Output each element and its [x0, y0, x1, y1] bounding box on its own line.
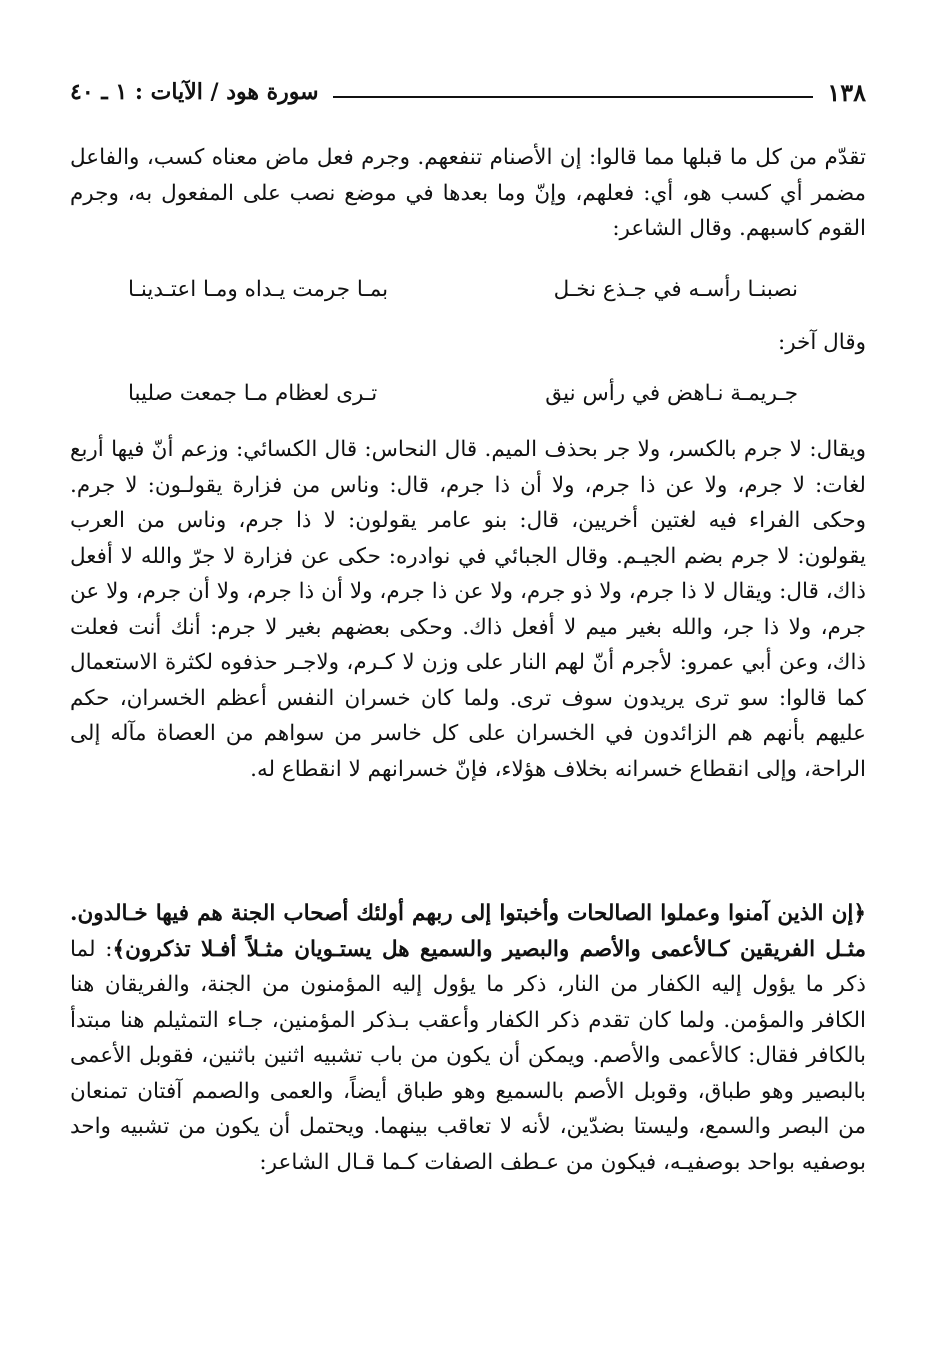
paragraph-1-block — [70, 140, 866, 247]
poem-2-first-hemistich: جـريمـة نـاهض في رأس نيق — [545, 381, 798, 406]
poem-2-second-hemistich: تـرى لعظام مـا جمعت صليبا — [128, 381, 378, 406]
paragraph-2: ويقال: لا جرم بالكسر، ولا جر بحذف الميم. قال النحاس: قال الكسائي: وزعم أنّ فيها أربع لغات: لا جرم، ولا عن ذا جرم، ولا أن ذا جرم، قال: وناس من فزارة يقولـون: لا جرم. وحكى الفراء فيه لغتين أخريين، قال: بنو عامر يقولون: لا ذا جرم، وناس من العرب يقولون: لا جرم بضم الجيـم. وقال الجبائي في نوادره: حكى عن فزارة لا جرّ والله لا أفعل ذاك، قال: ويقال لا ذا جرم، ولا ذو جرم، ولا عن ذا جرم، ولا أن ذا جرم، ولا أن جرم، ولا عن جرم، ولا ذا جر، والله بغير ميم لا أفعل ذاك. وحكى بعضهم بغير لا جرم: أنك أنت فعلت ذاك، وعن أبي عمرو: لأجرم أنّ لهم النار على وزن لا كـرم، ولاجـر حذفوه لكثرة الاستعمال كما قالوا: سو ترى يريدون سوف ترى. ولما كان خسران النفس أعظم الخسران، حكم عليهم بأنهم هم الزائدون في الخسران على كل خاسر من سواهم من العصاة مآله إلى الراحة، وإلى انقطاع خسرانه بخلاف هؤلاء، فإنّ خسرانهم لا انقطاع له. — [70, 437, 866, 782]
page-number: ١٣٨ — [827, 77, 866, 107]
poem-2 — [128, 376, 798, 412]
quran-verse: ﴿إن الذين آمنوا وعملوا الصالحات وأخبتوا إلى ربهم أولئك أصحاب الجنة هم فيها خـالدون. مثـل الفريقين كـالأعمى والأصم والبصير والسميع هل يستـويان مثـلاً أفـلا تذكرون﴾ — [70, 901, 866, 962]
paragraph-1: تقدّم من كل ما قبلها مما قالوا: إن الأصنام تنفعهم. وجرم فعل ماض معناه كسب، والفاعل مضمر أي كسب هو، أي: فعلهم، وإنّ وما بعدها في موضع نصب على المفعول به، وجرم القوم كاسبهم. وقال الشاعر: — [70, 145, 866, 241]
intro-2: وقال آخر: — [777, 330, 866, 355]
paragraph-3-block — [70, 896, 866, 1180]
page-header — [70, 72, 866, 112]
running-title: سورة هود / الآيات : ١ ـ ٤٠ — [70, 79, 319, 105]
poem-1-second-hemistich: بمـا جرمت يـداه ومـا اعتـدينـا — [128, 277, 389, 302]
intro-2-block — [70, 325, 866, 361]
paragraph-2-block — [70, 432, 866, 787]
paragraph-3-commentary: : لما ذكر ما يؤول إليه الكفار من النار، ذكر ما يؤول إليه المؤمنون من الجنة، والفريقان هنا الكافر والمؤمن. ولما كان تقدم ذكر الكفار وأعقب بـذكر المؤمنين، جـاء التمثيلم هنا مبتدأ بالكافر فقال: كالأعمى والأصم. ويمكن أن يكون من باب تشبيه اثنين باثنين، فقوبل الأعمى بالبصير وهو طباق، وقوبل الأصم بالسميع وهو طباق أيضاً، والعمى والصمم آفتان تمنعان من البصر والسمع، وليستا بضدّين، لأنه لا تعاقب بينهما. ويحتمل أن يكون من تشبيه واحد بوصفيه بواحد بوصفيـه، فيكون من عـطف الصفات كـما قـال الشاعر: — [70, 936, 866, 1175]
poem-1 — [128, 272, 798, 308]
poem-1-first-hemistich: نصبنـا رأسـه في جـذع نخـل — [553, 277, 798, 302]
paragraph-3 — [70, 896, 866, 1180]
header-rule — [333, 96, 814, 98]
